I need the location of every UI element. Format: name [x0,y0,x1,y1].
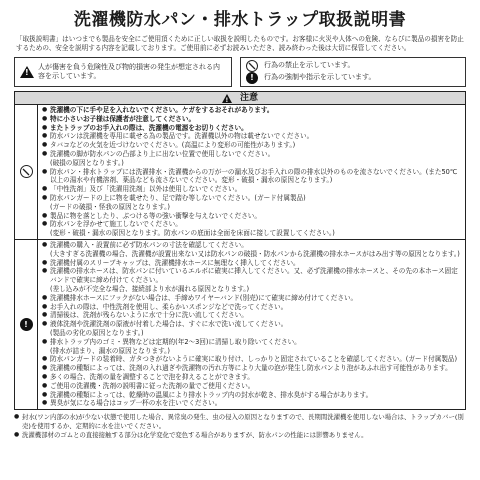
list-item [42,285,461,294]
caution-title: 注意 [239,93,258,103]
list-item-text: 洗濯機の排水ホースは、防水パンに付いているエルボに確実に挿入してください。又、必ず洗濯機の排水ホースと、その先の本ホース固定バンドで確実に締め付けてください。 [50,267,458,285]
list-item-text: タバコなどの火気を近づけないでください。(高温により変形の可能性があります。) [50,141,296,150]
caution-header [15,92,465,105]
bullet-icon: ● [42,320,48,328]
exclamation-icon: ! [246,72,258,84]
bullet-icon: ● [42,167,48,175]
bullet-icon: ● [42,114,48,122]
prohibit-list [38,105,465,239]
list-item-text: (大きすぎる洗濯機の場合、洗濯機が設置出来ない又は防水パンの破損・防水パンから洗濯機の排水ホースがはみ出す等の原因となります。) [50,249,460,258]
list-item-text: (破損の原因となります。) [50,158,124,167]
list-item [42,220,461,229]
list-item [42,373,461,382]
list-item-text: 清掃後は、洗剤が残らないように水で十分に洗い流してください。 [50,311,248,320]
list-item-text: またトラップのお手入れの際は、洗濯機の電源をお切りください。 [50,123,248,132]
bullet-icon: ● [42,211,48,219]
bullet-icon [42,285,50,294]
bullet-icon: ● [14,413,20,421]
list-item [42,382,461,391]
bullet-icon: ● [42,267,48,275]
bullet-icon: ● [14,430,20,438]
list-item-text: 防水パンを浮かせて施工しないでください。 [50,220,182,229]
list-item-text: 防水パンは洗濯機を専用に載せる為の製品です。洗濯機以外の物は載せないでください。 [50,132,314,141]
symbol-legend [14,57,466,87]
list-item-text: 洗濯機の購入・設置前に必ず防水パンの寸法を確認してください。 [50,240,248,249]
bullet-icon: ● [42,132,48,140]
bullet-icon: ● [42,141,48,149]
bullet-icon: ● [42,240,48,248]
bullet-icon: ● [42,337,48,345]
list-item-text: 防水パンガードの装着時、ガタつきがないように確実に取り付け、しっかりと固定されていることを確認してください。(ガード付属製品) [50,355,458,364]
list-item-text: 排水トラップ内のゴミ・異物などは定期的(年2〜3回)に清掃し取り除いてください。 [50,337,301,346]
bullet-icon: ● [42,311,48,319]
caution-box [14,91,466,410]
list-item [42,347,461,356]
list-item [42,364,461,373]
bullet-icon [42,347,50,356]
list-item-text: 洗濯機の脚が防水パンの凸部より上に出ない位置で使用しないでください。 [50,149,275,158]
page-title: 洗濯機防水パン・排水トラップ取扱説明書 [73,10,407,30]
warning-triangle-icon: ! [20,66,34,78]
mandatory-section [15,240,465,409]
list-item [42,267,461,285]
bullet-icon [42,203,50,212]
list-item-text: 洗濯機の下に手や足を入れないでください。ケガをするおそれがあります。 [50,106,274,114]
list-item [42,229,461,238]
mandatory-list [38,240,465,409]
bullet-icon [42,159,50,168]
legend-warning [14,57,232,87]
list-item [42,159,461,168]
list-item-text: 洗濯機の種類によっては、洗剤の入れ過ぎや洗濯物の汚れ方等により大量の泡が発生し防水パンより泡があふれ出す可能性があります。 [50,364,452,373]
bullet-icon: ● [42,390,48,398]
legend-prohibit-text: 行為の禁止を示しています。 [264,61,355,70]
note-text: 封水(ワン内部の水)が少ない状態で使用した場合、異常臭の発生、虫の侵入の原因となりますので、長期間洗濯機を使用しない場合は、トラップカバー(別売)を使用するか、定期的に水を注いでください。 [22,413,464,430]
list-item [42,294,461,303]
bullet-icon [42,329,50,338]
prohibit-icon [20,165,33,178]
list-item-text: 多くの場合、洗剤の量を調整することで泡を抑えることができます。 [50,372,254,381]
bullet-icon: ● [42,106,48,113]
list-item [42,391,461,400]
list-item [42,338,461,347]
note-item [14,413,466,431]
legend-symbols [240,57,466,87]
mandatory-side [15,240,38,409]
note-text: 洗濯機部材のゴムとの直接接触する部分は化学変化で変色する場合がありますが、防水パンの性能には影響ありません。 [22,430,368,439]
bottom-notes [14,413,466,439]
list-item [42,150,461,159]
list-item-text: お手入れの際は、中性洗剤を使用し、柔らかいスポンジなどで洗ってください。 [50,302,288,311]
list-item-text: 異臭が気になる場合はコップ一杯の水を注いでください。 [50,399,222,408]
list-item [42,203,461,212]
list-item-text: 防水パン・排水トラップには洗濯排水・洗濯機からの万が一の漏水及びお手入れの際の排水以外のものを流さないでください。(また50℃以上の湯水や有機溶剤、薬品なども流さないでください。変形・破損・漏水の原因となります。) [50,167,458,185]
list-item [42,168,461,186]
bullet-icon: ● [42,123,48,131]
warning-triangle-icon: ! [222,94,232,103]
bullet-icon: ● [42,220,48,228]
bullet-icon: ● [42,149,48,157]
list-item [42,141,461,150]
list-item [42,303,461,312]
bullet-icon: ● [42,185,48,193]
bullet-icon: ● [42,293,48,301]
list-item [42,185,461,194]
list-item-text: 特に小さいお子様は保護者が注意してください。 [50,114,196,123]
list-item-text: (変形・破損・漏水の原因となります。防水パンの底面は全面を床面に接して設置してください。) [50,229,335,238]
list-item [42,320,461,329]
list-item-text: (排水が詰まり、漏水の原因となります。) [50,346,171,355]
list-item-text: 液体洗剤や洗濯洗剤の原液が付着した場合は、すぐに水で洗い流してください。 [50,320,288,329]
bullet-icon: ● [42,372,48,380]
note-item [14,431,466,440]
bullet-icon [42,229,50,238]
bullet-icon: ● [42,302,48,310]
list-item [42,106,461,115]
prohibit-side [15,105,38,239]
bullet-icon [42,250,50,259]
list-item [42,329,461,338]
legend-mandatory [246,72,460,84]
prohibit-icon [246,60,258,72]
list-item-text: 「中性洗剤」及び「洗濯用洗剤」以外は使用しないでください。 [50,185,242,194]
exclamation-icon: ! [20,318,33,331]
list-item-text: 防水パンガードの上に物を載せたり、足で踏む等しないでください。(ガード付属製品) [50,193,306,202]
list-item-text: (製品の劣化の原因となります。) [50,328,144,337]
list-item [42,241,461,250]
bullet-icon: ● [42,355,48,363]
list-item [42,399,461,408]
bullet-icon: ● [42,193,48,201]
list-item-text: 洗濯機付属のスリーブキャップは、洗濯機排水ホースに無理なく挿入してください。 [50,258,300,267]
prohibit-section [15,105,465,240]
bullet-icon: ● [42,381,48,389]
list-item-text: 製品に物を落としたり、ぶつける等の強い衝撃を与えないでください。 [50,211,261,220]
bullet-icon: ● [42,364,48,372]
list-item-text: 洗濯機の種類によっては、乾燥時の温風により排水トラップ内の封水が乾き、排水臭がする場合があります。 [50,390,373,399]
bullet-icon: ● [42,258,48,266]
legend-prohibit [246,60,460,72]
intro-text: 「取扱説明書」はいつまでも製品を安全にご使用頂くために正しい取扱を説明したものです。お客様に火災や人体への危険、ならびに製品の損害を防止するための、安全を説明する内容を記載しております。ご使用前に必ずお読みいただき、読み終わった後は大切に保管してください。 [16,35,464,52]
list-item-text: (ガードの破損・怪我の原因となります。) [50,202,171,211]
list-item [42,115,461,124]
legend-mandatory-text: 行為の強制や指示を示しています。 [264,73,376,82]
bullet-icon: ● [42,399,48,407]
list-item [42,311,461,320]
list-item-text: 洗濯機排水ホースにフックがない場合は、手締めワイヤーバンド(別売)にて確実に締め付けてください。 [50,293,358,302]
list-item [42,355,461,364]
list-item-text: (差し込みが不完全な場合、接続部より水が漏れる原因となります。) [50,284,250,293]
list-item [42,194,461,203]
list-item [42,250,461,259]
list-item [42,132,461,141]
list-item-text: ご使用の洗濯機・洗剤の説明書に従った洗剤の量でご使用ください。 [50,381,255,390]
legend-warning-text: 人が傷害を負う危険性及び物的損害の発生が想定される内容を示しています。 [38,62,220,80]
